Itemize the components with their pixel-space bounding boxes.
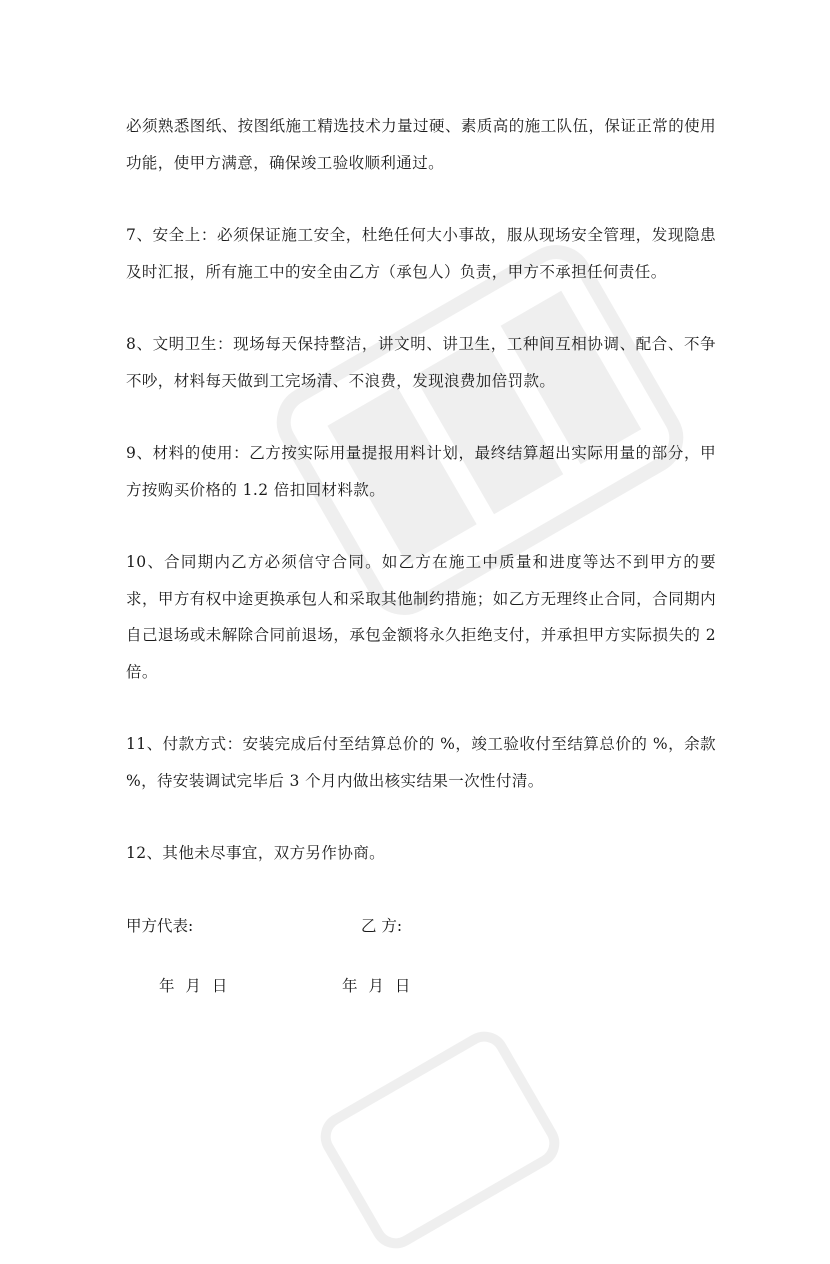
paragraph-payment: 11、付款方式：安装完成后付至结算总价的 %，竣工验收付至结算总价的 %，余款 %，待安装调试完毕后 3 个月内做出核实结果一次性付清。 (126, 735, 716, 790)
party-b-date: 年 月 日 (342, 976, 411, 995)
contract-page (126, 108, 716, 1004)
watermark-stamp-bottom (305, 1016, 576, 1264)
party-a-date: 年 月 日 (159, 976, 228, 995)
paragraph-materials: 9、材料的使用：乙方按实际用量提报用料计划，最终结算超出实际用量的部分，甲方按购买价格的 1.2 倍扣回材料款。 (126, 444, 716, 499)
party-a-label: 甲方代表: (126, 916, 194, 935)
party-b-label: 乙 方: (361, 916, 403, 935)
paragraph-hygiene: 8、文明卫生：现场每天保持整洁，讲文明、讲卫生，工种间互相协调、配合、不争不吵，材料每天做到工完场清、不浪费，发现浪费加倍罚款。 (126, 335, 716, 390)
date-row (126, 968, 716, 1004)
paragraph-safety: 7、安全上：必须保证施工安全，杜绝任何大小事故，服从现场安全管理，发现隐患及时汇报，所有施工中的安全由乙方（承包人）负责，甲方不承担任何责任。 (126, 226, 716, 281)
signature-row (126, 908, 716, 944)
paragraph-other-matters: 12、其他未尽事宜，双方另作协商。 (126, 844, 386, 862)
paragraph-quality-continued: 必须熟悉图纸、按图纸施工精选技术力量过硬、素质高的施工队伍，保证正常的使用功能，使甲方满意，确保竣工验收顺利通过。 (126, 117, 716, 172)
paragraph-contract-compliance: 10、合同期内乙方必须信守合同。如乙方在施工中质量和进度等达不到甲方的要求，甲方有权中途更换承包人和采取其他制约措施；如乙方无理终止合同，合同期内自己退场或未解除合同前退场，承包金额将永久拒绝支付，并承担甲方实际损失的 2 倍。 (126, 553, 716, 681)
